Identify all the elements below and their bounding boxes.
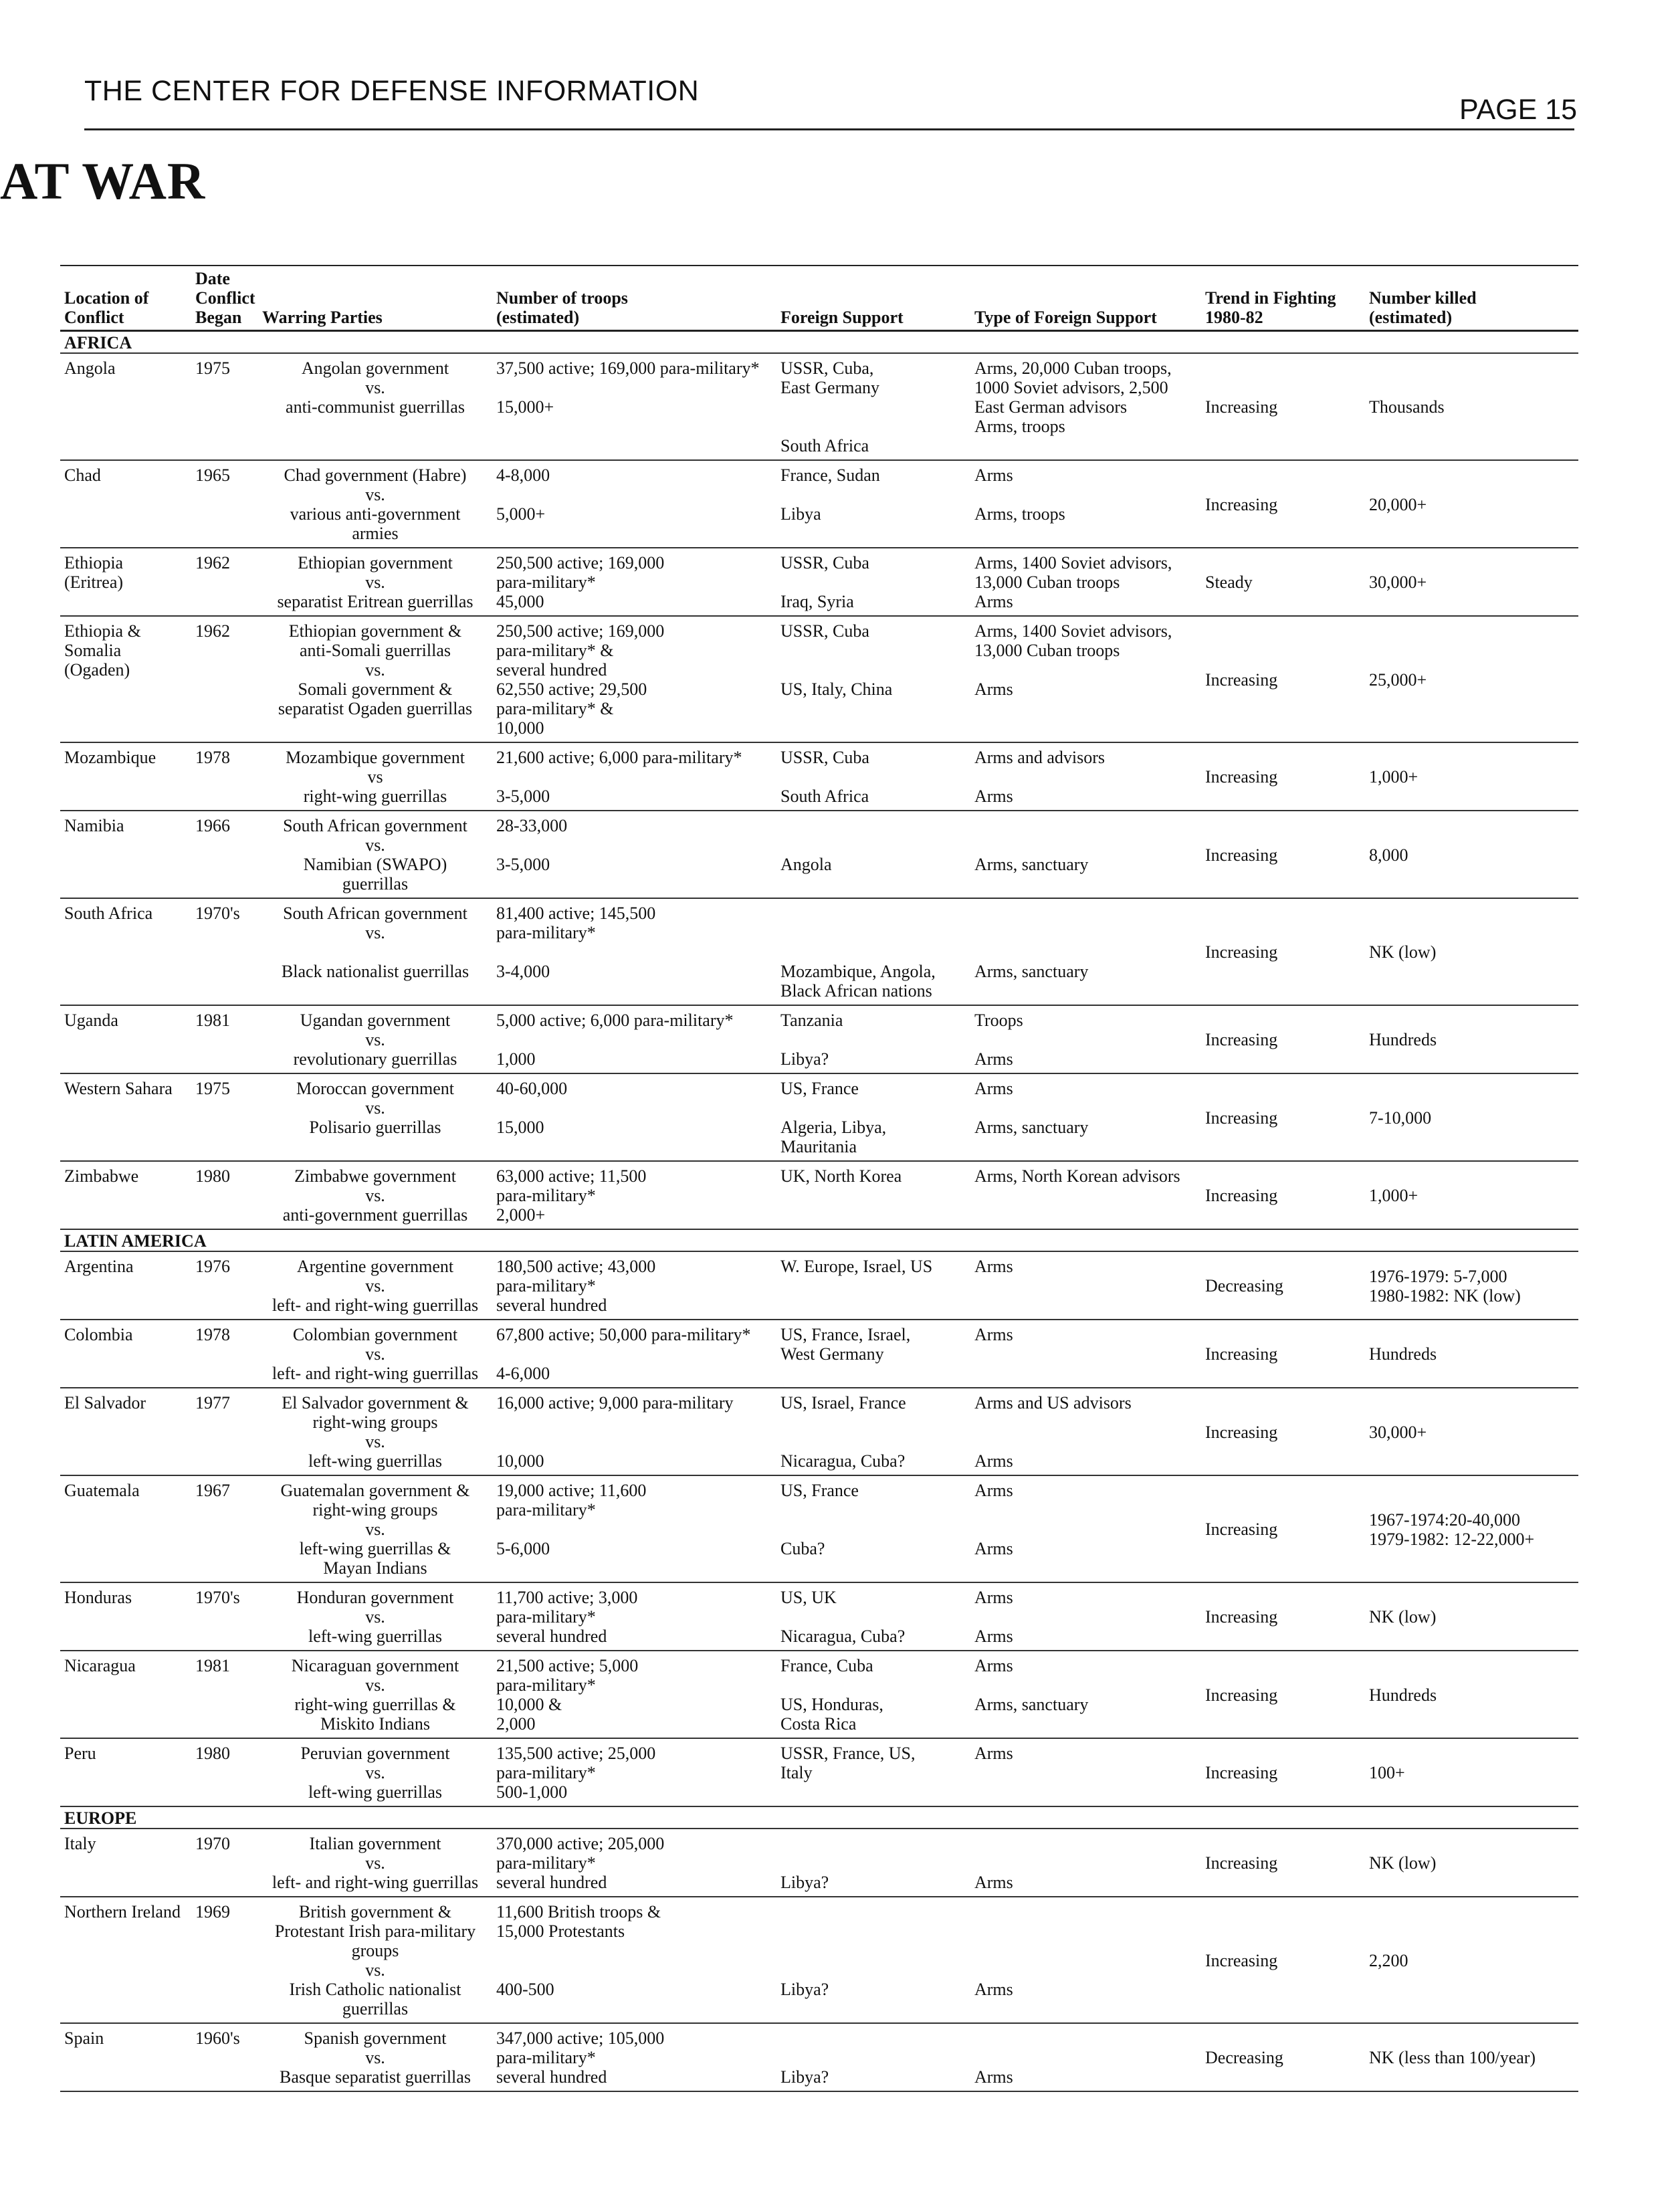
cell-foreign-support: US, France Cuba?	[780, 1481, 859, 1558]
col-header-killed: Number killed (estimated)	[1369, 288, 1477, 327]
table-body	[60, 331, 1578, 2092]
cell-support-type: Arms Arms, sanctuary	[974, 1656, 1089, 1714]
table-row	[60, 1005, 1578, 1073]
cell-support-type: Arms	[974, 1257, 1013, 1276]
cell-location: Ethiopia (Eritrea)	[64, 553, 124, 592]
cell-trend: Increasing	[1205, 767, 1278, 787]
cell-troops: 370,000 active; 205,000 para-military* several hundred	[496, 1834, 665, 1892]
page-title: AT WAR	[0, 152, 206, 210]
table-row	[60, 1073, 1578, 1161]
table-row	[60, 460, 1578, 548]
cell-location: Guatemala	[64, 1481, 140, 1500]
cell-date: 1978	[195, 1325, 230, 1344]
cell-killed: 20,000+	[1369, 494, 1427, 514]
cell-date: 1980	[195, 1744, 230, 1763]
cell-trend: Increasing	[1205, 1520, 1278, 1539]
cell-support-type: Arms Arms	[974, 1588, 1013, 1646]
cell-date: 1975	[195, 1079, 230, 1098]
region-heading: AFRICA	[60, 331, 1578, 354]
cell-troops: 21,600 active; 6,000 para-military* 3-5,000	[496, 748, 742, 806]
cell-date: 1967	[195, 1481, 230, 1500]
cell-date: 1962	[195, 553, 230, 572]
cell-troops: 11,700 active; 3,000 para-military* several hundred	[496, 1588, 638, 1646]
cell-warring-parties: British government & Protestant Irish para-military groups vs. Irish Catholic nationalist guerrillas	[274, 1902, 476, 2018]
cell-trend: Increasing	[1205, 1422, 1278, 1442]
cell-killed: 1,000+	[1369, 767, 1419, 787]
cell-troops: 11,600 British troops & 15,000 Protestants 400-500	[496, 1902, 661, 1999]
cell-killed: 8,000	[1369, 845, 1408, 865]
cell-killed: 30,000+	[1369, 1422, 1427, 1442]
cell-warring-parties: Argentine government vs. left- and right-wing guerrillas	[272, 1257, 479, 1315]
cell-warring-parties: Chad government (Habre) vs. various anti-government armies	[284, 465, 467, 543]
cell-date: 1976	[195, 1257, 230, 1276]
cell-trend: Increasing	[1205, 1030, 1278, 1049]
cell-killed: 2,200	[1369, 1950, 1408, 1970]
cell-killed: 1,000+	[1369, 1186, 1419, 1205]
table-row	[60, 742, 1578, 811]
cell-date: 1962	[195, 621, 230, 641]
cell-support-type: Arms	[974, 1325, 1013, 1344]
cell-killed: NK (less than 100/year)	[1369, 2048, 1536, 2067]
cell-troops: 250,500 active; 169,000 para-military* & several hundred 62,550 active; 29,500 para-military* & 10,000	[496, 621, 665, 738]
table-row	[60, 1251, 1578, 1320]
cell-foreign-support: USSR, Cuba, East Germany South Africa	[780, 358, 880, 455]
cell-support-type: Arms, 20,000 Cuban troops, 1000 Soviet advisors, 2,500 East German advisors Arms, troops	[974, 358, 1172, 436]
cell-support-type: Arms, sanctuary	[974, 855, 1089, 874]
cell-location: Angola	[64, 358, 116, 378]
table-row	[60, 616, 1578, 742]
cell-warring-parties: South African government vs. Black nationalist guerrillas	[281, 904, 469, 981]
cell-foreign-support: US, Israel, France Nicaragua, Cuba?	[780, 1393, 906, 1471]
cell-trend: Increasing	[1205, 1607, 1278, 1627]
region-heading: LATIN AMERICA	[60, 1229, 1578, 1251]
cell-troops: 19,000 active; 11,600 para-military* 5-6,000	[496, 1481, 647, 1558]
cell-warring-parties: Honduran government vs. left-wing guerrillas	[296, 1588, 454, 1646]
cell-troops: 347,000 active; 105,000 para-military* several hundred	[496, 2028, 665, 2087]
cell-foreign-support: Libya?	[780, 1873, 829, 1892]
cell-date: 1965	[195, 465, 230, 485]
cell-location: Peru	[64, 1744, 96, 1763]
cell-trend: Increasing	[1205, 669, 1278, 690]
col-header-troops: Number of troops (estimated)	[496, 288, 628, 327]
cell-trend: Steady	[1205, 572, 1253, 592]
cell-troops: 81,400 active; 145,500 para-military* 3-4,000	[496, 904, 656, 981]
cell-location: Northern Ireland	[64, 1902, 181, 1921]
cell-killed: NK (low)	[1369, 942, 1437, 962]
cell-date: 1970's	[195, 904, 240, 923]
cell-warring-parties: Angolan government vs. anti-communist guerrillas	[286, 358, 465, 417]
cell-killed: 25,000+	[1369, 669, 1427, 690]
table-row	[60, 1738, 1578, 1806]
table-row	[60, 1897, 1578, 2023]
cell-foreign-support: Tanzania Libya?	[780, 1011, 843, 1069]
cell-troops: 180,500 active; 43,000 para-military* several hundred	[496, 1257, 656, 1315]
col-header-support-type: Type of Foreign Support	[974, 308, 1157, 327]
cell-foreign-support: France, Cuba US, Honduras, Costa Rica	[780, 1656, 883, 1734]
cell-trend: Increasing	[1205, 1950, 1278, 1970]
cell-warring-parties: South African government vs. Namibian (SWAPO) guerrillas	[283, 816, 467, 894]
cell-troops: 67,800 active; 50,000 para-military* 4-6,000	[496, 1325, 751, 1383]
cell-foreign-support: USSR, Cuba US, Italy, China	[780, 621, 893, 699]
cell-trend: Increasing	[1205, 494, 1278, 514]
cell-date: 1977	[195, 1393, 230, 1413]
cell-killed: Thousands	[1369, 397, 1445, 417]
cell-trend: Increasing	[1205, 1763, 1278, 1782]
cell-date: 1970	[195, 1834, 230, 1853]
region-heading-row	[60, 1229, 1578, 1251]
table-row	[60, 548, 1578, 616]
cell-foreign-support: Libya?	[780, 2067, 829, 2087]
cell-foreign-support: France, Sudan Libya	[780, 465, 880, 524]
conflicts-table	[60, 266, 1578, 2092]
cell-killed: 1967-1974:20-40,000 1979-1982: 12-22,000+	[1369, 1509, 1535, 1549]
cell-warring-parties: Zimbabwe government vs. anti-government guerrillas	[282, 1166, 468, 1225]
cell-location: El Salvador	[64, 1393, 146, 1413]
cell-location: Mozambique	[64, 748, 156, 767]
cell-killed: Hundreds	[1369, 1030, 1437, 1049]
cell-troops: 5,000 active; 6,000 para-military* 1,000	[496, 1011, 734, 1069]
cell-troops: 135,500 active; 25,000 para-military* 500-1,000	[496, 1744, 656, 1802]
cell-location: Chad	[64, 465, 101, 485]
publication-header: THE CENTER FOR DEFENSE INFORMATION	[84, 75, 700, 107]
cell-support-type: Arms, sanctuary	[974, 962, 1089, 981]
table-row	[60, 1475, 1578, 1582]
cell-support-type: Arms and advisors Arms	[974, 748, 1105, 806]
cell-troops: 40-60,000 15,000	[496, 1079, 568, 1137]
cell-warring-parties: Nicaraguan government vs. right-wing guerrillas & Miskito Indians	[291, 1656, 459, 1734]
table-row	[60, 1161, 1578, 1229]
cell-foreign-support: USSR, France, US, Italy	[780, 1744, 916, 1782]
cell-warring-parties: Mozambique government vs right-wing guerrillas	[286, 748, 465, 806]
cell-warring-parties: Guatemalan government & right-wing groups vs. left-wing guerrillas & Mayan Indians	[280, 1481, 470, 1578]
cell-support-type: Troops Arms	[974, 1011, 1023, 1069]
cell-foreign-support: UK, North Korea	[780, 1166, 902, 1186]
cell-support-type: Arms, 1400 Soviet advisors, 13,000 Cuban troops Arms	[974, 621, 1172, 699]
page-number: PAGE 15	[1459, 94, 1578, 126]
cell-killed: 7-10,000	[1369, 1108, 1432, 1128]
cell-trend: Increasing	[1205, 1685, 1278, 1705]
cell-foreign-support: Mozambique, Angola, Black African nations	[780, 962, 936, 1001]
cell-support-type: Arms	[974, 1744, 1013, 1763]
cell-date: 1969	[195, 1902, 230, 1921]
cell-trend: Decreasing	[1205, 1276, 1283, 1295]
cell-foreign-support: US, UK Nicaragua, Cuba?	[780, 1588, 906, 1646]
cell-warring-parties: Moroccan government vs. Polisario guerrillas	[296, 1079, 455, 1137]
cell-killed: NK (low)	[1369, 1853, 1437, 1873]
cell-killed: 1976-1979: 5-7,000 1980-1982: NK (low)	[1369, 1266, 1521, 1306]
cell-foreign-support: Angola	[780, 855, 832, 874]
cell-troops: 16,000 active; 9,000 para-military 10,000	[496, 1393, 734, 1471]
cell-trend: Decreasing	[1205, 2048, 1283, 2067]
cell-trend: Increasing	[1205, 1108, 1278, 1128]
cell-date: 1981	[195, 1011, 230, 1030]
cell-date: 1960's	[195, 2028, 240, 2048]
table-row	[60, 1320, 1578, 1388]
cell-warring-parties: El Salvador government & right-wing groups vs. left-wing guerrillas	[282, 1393, 469, 1471]
cell-trend: Increasing	[1205, 845, 1278, 865]
col-header-parties: Warring Parties	[262, 308, 383, 327]
cell-support-type: Arms	[974, 2067, 1013, 2087]
cell-support-type: Arms and US advisors Arms	[974, 1393, 1132, 1471]
cell-troops: 4-8,000 5,000+	[496, 465, 550, 524]
cell-support-type: Arms	[974, 1980, 1013, 1999]
conflicts-table-container	[60, 265, 1578, 2092]
table-row	[60, 2023, 1578, 2091]
cell-warring-parties: Italian government vs. left- and right-wing guerrillas	[272, 1834, 479, 1892]
cell-troops: 250,500 active; 169,000 para-military* 45,000	[496, 553, 665, 611]
cell-killed: 30,000+	[1369, 572, 1427, 592]
cell-killed: NK (low)	[1369, 1607, 1437, 1627]
cell-foreign-support: W. Europe, Israel, US	[780, 1257, 933, 1276]
cell-warring-parties: Ugandan government vs. revolutionary guerrillas	[293, 1011, 457, 1069]
cell-location: Ethiopia & Somalia (Ogaden)	[64, 621, 141, 680]
cell-trend: Increasing	[1205, 397, 1278, 417]
cell-location: Argentina	[64, 1257, 134, 1276]
cell-foreign-support: US, France, Israel, West Germany	[780, 1325, 911, 1364]
cell-foreign-support: USSR, Cuba South Africa	[780, 748, 869, 806]
header-divider	[84, 128, 1574, 130]
region-heading-row	[60, 1806, 1578, 1829]
table-row	[60, 898, 1578, 1005]
table-row	[60, 1582, 1578, 1651]
cell-date: 1970's	[195, 1588, 240, 1607]
cell-foreign-support: US, France Algeria, Libya, Mauritania	[780, 1079, 887, 1156]
cell-troops: 28-33,000 3-5,000	[496, 816, 568, 874]
col-header-location: Location of Conflict	[64, 288, 149, 327]
cell-support-type: Arms Arms, sanctuary	[974, 1079, 1089, 1137]
region-heading: EUROPE	[60, 1806, 1578, 1829]
table-row	[60, 1829, 1578, 1897]
table-header-row	[60, 266, 1578, 331]
cell-date: 1978	[195, 748, 230, 767]
cell-location: Italy	[64, 1834, 96, 1853]
cell-location: Spain	[64, 2028, 104, 2048]
table-row	[60, 353, 1578, 460]
cell-location: Honduras	[64, 1588, 132, 1607]
region-heading-row	[60, 331, 1578, 354]
cell-trend: Increasing	[1205, 1344, 1278, 1364]
cell-location: South Africa	[64, 904, 153, 923]
cell-troops: 63,000 active; 11,500 para-military* 2,000+	[496, 1166, 647, 1225]
cell-location: Western Sahara	[64, 1079, 173, 1098]
cell-killed: Hundreds	[1369, 1344, 1437, 1364]
cell-killed: Hundreds	[1369, 1685, 1437, 1705]
cell-trend: Increasing	[1205, 1853, 1278, 1873]
cell-killed: 100+	[1369, 1763, 1405, 1782]
cell-foreign-support: Libya?	[780, 1980, 829, 1999]
cell-support-type: Arms, North Korean advisors	[974, 1166, 1180, 1186]
col-header-support: Foreign Support	[780, 308, 904, 327]
table-row	[60, 811, 1578, 898]
cell-date: 1980	[195, 1166, 230, 1186]
cell-location: Namibia	[64, 816, 124, 835]
cell-location: Nicaragua	[64, 1656, 136, 1675]
cell-date: 1981	[195, 1656, 230, 1675]
col-header-date: Date Conflict Began	[195, 269, 255, 327]
cell-support-type: Arms	[974, 1873, 1013, 1892]
cell-trend: Increasing	[1205, 942, 1278, 962]
cell-warring-parties: Spanish government vs. Basque separatist guerrillas	[280, 2028, 471, 2087]
cell-warring-parties: Ethiopian government vs. separatist Eritrean guerrillas	[277, 553, 474, 611]
cell-support-type: Arms, 1400 Soviet advisors, 13,000 Cuban troops Arms	[974, 553, 1172, 611]
table-row	[60, 1651, 1578, 1738]
cell-date: 1975	[195, 358, 230, 378]
cell-warring-parties: Colombian government vs. left- and right-wing guerrillas	[272, 1325, 479, 1383]
cell-support-type: Arms Arms, troops	[974, 465, 1065, 524]
cell-foreign-support: USSR, Cuba Iraq, Syria	[780, 553, 869, 611]
col-header-trend: Trend in Fighting 1980-82	[1205, 288, 1336, 327]
table-row	[60, 1388, 1578, 1475]
cell-warring-parties: Peruvian government vs. left-wing guerrillas	[300, 1744, 450, 1802]
cell-trend: Increasing	[1205, 1186, 1278, 1205]
cell-date: 1966	[195, 816, 230, 835]
cell-support-type: Arms Arms	[974, 1481, 1013, 1558]
cell-location: Zimbabwe	[64, 1166, 139, 1186]
cell-location: Colombia	[64, 1325, 133, 1344]
cell-location: Uganda	[64, 1011, 118, 1030]
cell-troops: 21,500 active; 5,000 para-military* 10,000 & 2,000	[496, 1656, 639, 1734]
cell-warring-parties: Ethiopian government & anti-Somali guerrillas vs. Somali government & separatist Ogaden guerrillas	[278, 621, 473, 718]
cell-troops: 37,500 active; 169,000 para-military* 15,000+	[496, 358, 760, 417]
